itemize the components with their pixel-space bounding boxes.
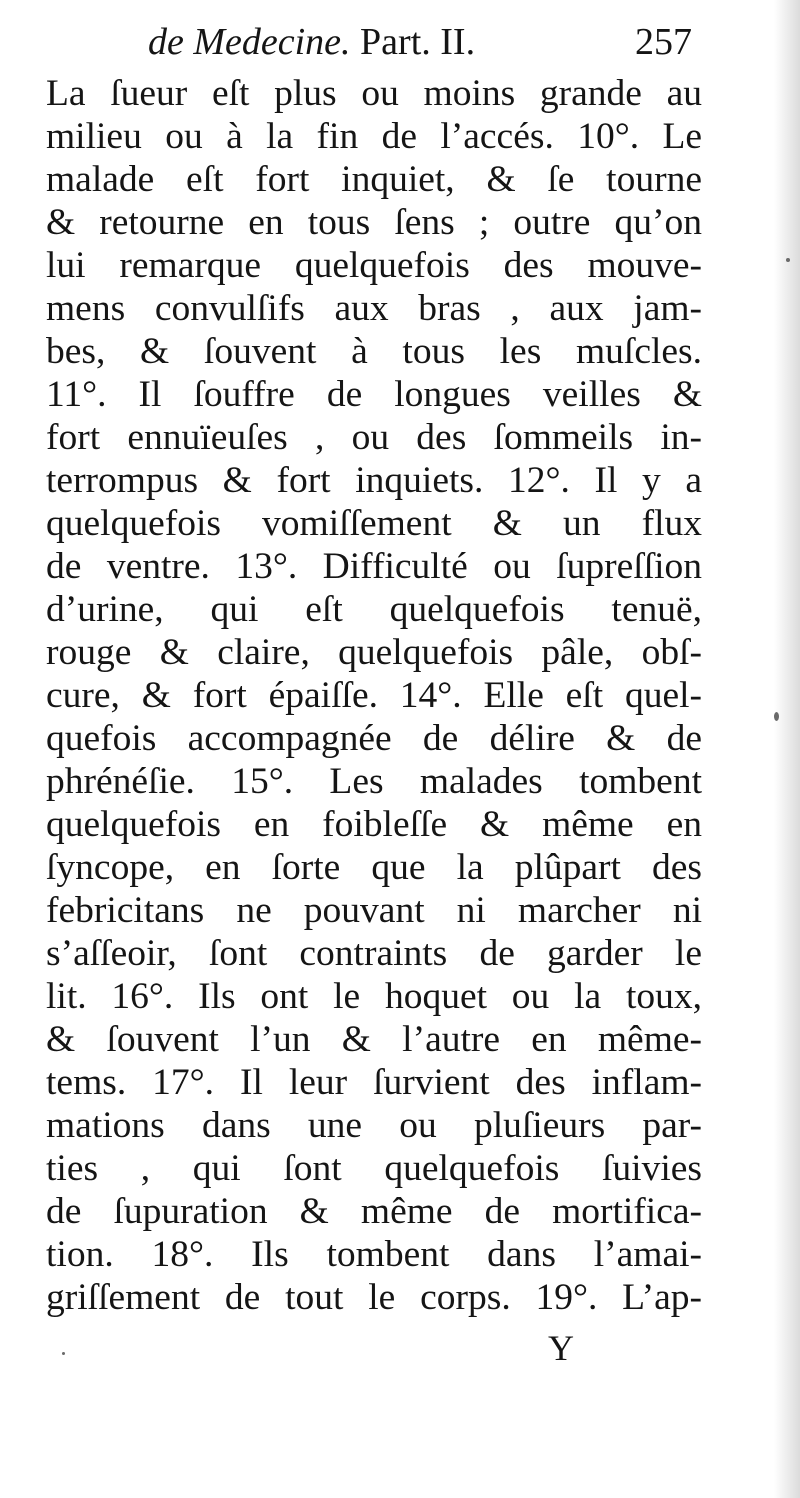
text-line: quefois accompagnée de délire & de: [46, 718, 702, 759]
running-head-part: Part. II.: [350, 21, 476, 63]
text-line: & retourne en tous ſens ; outre qu’on: [46, 202, 702, 243]
text-line: ſyncope, en ſorte que la plûpart des: [46, 847, 702, 888]
text-line: & ſouvent l’un & l’autre en même-: [46, 1019, 702, 1060]
text-line: bes, & ſouvent à tous les muſcles.: [46, 331, 702, 372]
page-number: 257: [635, 21, 692, 63]
text-line: milieu ou à la fin de l’accés. 10°. Le: [46, 116, 702, 157]
signature-mark: Y: [548, 1328, 576, 1368]
text-line: febricitans ne pouvant ni marcher ni: [46, 890, 702, 931]
text-line: terrompus & fort inquiets. 12°. Il y a: [46, 460, 702, 501]
text-line: tems. 17°. Il leur ſurvient des inflam-: [46, 1062, 702, 1103]
paper-speck: [62, 1352, 65, 1355]
text-line: de ventre. 13°. Difficulté ou ſupreſſion: [46, 546, 702, 587]
page-header: [40, 14, 700, 64]
text-line: tion. 18°. Ils tombent dans l’amai-: [46, 1234, 702, 1275]
text-line: phrénéſie. 15°. Les malades tombent: [46, 761, 702, 802]
text-line: ties , qui ſont quelquefois ſuivies: [46, 1148, 702, 1189]
text-line: fort ennuïeuſes , ou des ſommeils in-: [46, 417, 702, 458]
text-line: quelquefois en foibleſſe & même en: [46, 804, 702, 845]
text-line: d’urine, qui eſt quelquefois tenuë,: [46, 589, 702, 630]
text-line: cure, & fort épaiſſe. 14°. Elle eſt quel-: [46, 675, 702, 716]
running-head-title: de Medecine.: [148, 21, 351, 63]
text-line: s’aſſeoir, ſont contraints de garder le: [46, 933, 702, 974]
text-line: mations dans une ou pluſieurs par-: [46, 1105, 702, 1146]
text-line: lit. 16°. Ils ont le hoquet ou la toux,: [46, 976, 702, 1017]
running-head: [148, 20, 475, 64]
text-line: lui remarque quelquefois des mouve-: [46, 245, 702, 286]
paper-speck: [786, 258, 790, 262]
text-line: malade eſt fort inquiet, & ſe tourne: [46, 159, 702, 200]
text-line: rouge & claire, quelquefois pâle, obſ-: [46, 632, 702, 673]
text-line: de ſupuration & même de mortifica-: [46, 1191, 702, 1232]
text-line: La ſueur eſt plus ou moins grande au: [46, 73, 702, 114]
body-text: [46, 72, 702, 1319]
text-line: mens convulſifs aux bras , aux jam-: [46, 288, 702, 329]
paper-speck: [774, 712, 779, 721]
text-line: 11°. Il ſouffre de longues veilles &: [46, 374, 702, 415]
page-edge-shadow: [774, 0, 800, 1498]
text-line: quelquefois vomiſſement & un flux: [46, 503, 702, 544]
text-line: griſſement de tout le corps. 19°. L’ap-: [46, 1277, 702, 1318]
